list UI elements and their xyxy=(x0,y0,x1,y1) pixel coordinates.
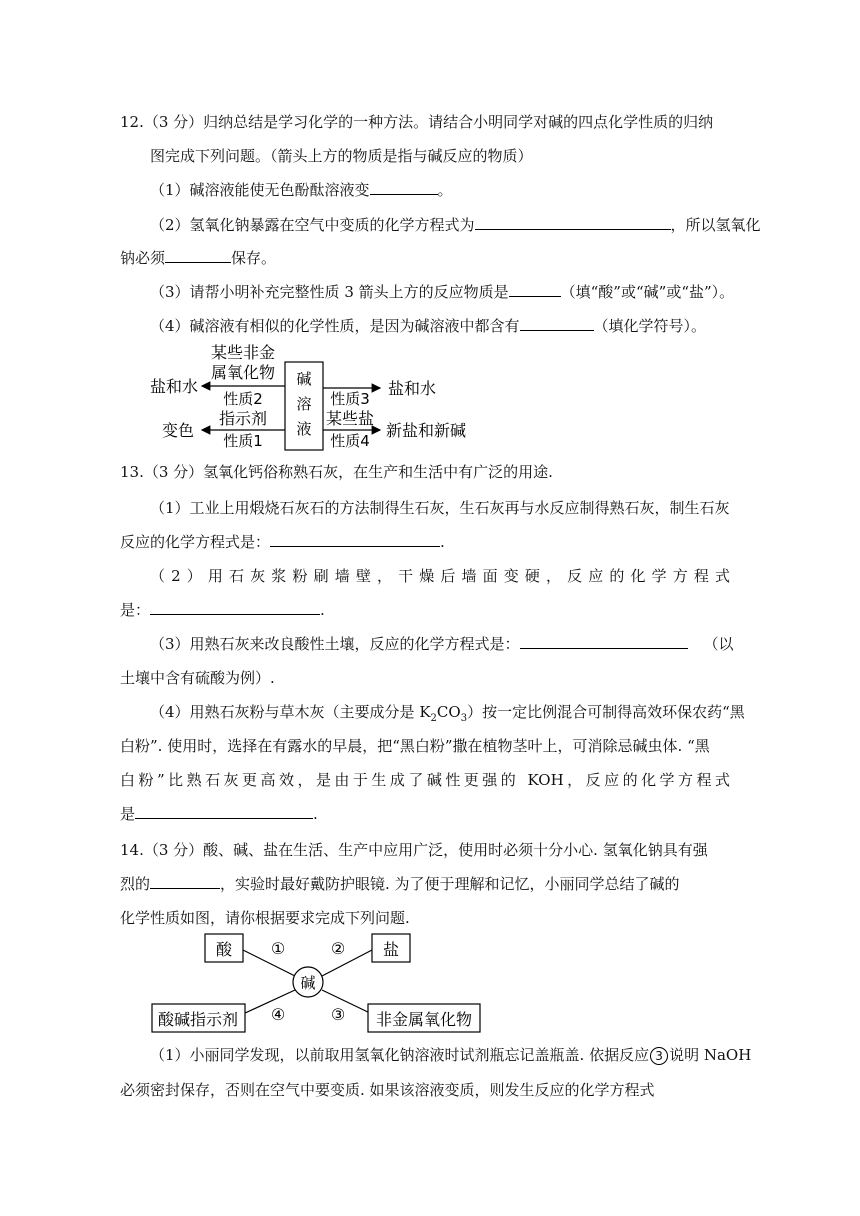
connector-acid xyxy=(243,950,295,976)
q13-part2-line1: （2）用石灰浆粉刷墙壁，干燥后墙面变硬，反应的化学方程式 xyxy=(150,567,730,585)
result-new-salt-base: 新盐和新碱 xyxy=(386,421,467,440)
q13-part4d-end: . xyxy=(313,805,318,823)
connector-indicator xyxy=(243,990,295,1014)
circled-3-mark xyxy=(650,1047,668,1065)
q12-part4 xyxy=(150,316,706,336)
q13-part3-end: （以 xyxy=(703,635,734,653)
connector-oxide xyxy=(322,990,372,1014)
q12-part2b-end: 保存。 xyxy=(231,249,277,267)
label-indicator-box: 酸碱指示剂 xyxy=(157,1010,239,1029)
base-solution-char-1: 碱 xyxy=(296,370,312,388)
q14-stem-line3: 化学性质如图，请你根据要求完成下列问题. xyxy=(120,909,410,927)
q13-part3-line1 xyxy=(150,634,734,654)
q12-part2-line2 xyxy=(120,248,276,268)
result-color-change: 变色 xyxy=(162,421,195,440)
label-prop2: 性质2 xyxy=(223,390,263,408)
q13-part1-blank[interactable] xyxy=(270,532,440,547)
label-prop3: 性质3 xyxy=(330,390,370,408)
q14-part1-text-b: 说明 NaOH xyxy=(669,1046,752,1064)
base-solution-char-3: 液 xyxy=(296,420,312,438)
q13-part1-line2 xyxy=(120,532,445,552)
base-solution-char-2: 溶 xyxy=(296,395,312,413)
label-indicator: 指示剂 xyxy=(218,409,268,428)
q13-part4-text-b: ）按一定比例混合可制得高效环保农药“黑 xyxy=(467,703,745,721)
q13-part2b-text: 是： xyxy=(120,601,151,619)
reaction-number-4: ④ xyxy=(270,1005,286,1024)
q13-part1-line1: （1）工业上用煅烧石灰石的方法制得生石灰，生石灰再与水反应制得熟石灰，制生石灰 xyxy=(150,499,730,517)
q12-part3-blank[interactable] xyxy=(509,282,561,297)
q14-stem-line1: 14.（3 分）酸、碱、盐在生活、生产中应用广泛，使用时必须十分小心. 氢氧化钠具有强 xyxy=(120,841,708,859)
reaction-number-3: ③ xyxy=(330,1005,346,1024)
q12-base-properties-diagram xyxy=(140,342,480,454)
q14-part1-text-a: （1）小丽同学发现，以前取用氢氧化钠溶液时试剂瓶忘记盖瓶盖. 依据反应 xyxy=(150,1046,650,1064)
subscript-2: 2 xyxy=(430,713,437,724)
q13-part1b-text: 反应的化学方程式是： xyxy=(120,533,271,551)
q13-part3-line2: 土壤中含有硫酸为例）. xyxy=(120,669,275,687)
q14-stem2b: ，实验时最好戴防护眼镜. 为了便于理解和记忆，小丽同学总结了碱的 xyxy=(220,875,680,893)
label-nonmetal-oxide-2: 属氧化物 xyxy=(210,363,276,382)
label-nonmetal-oxide: 非金属氧化物 xyxy=(375,1010,473,1029)
q12-part3 xyxy=(150,282,734,302)
q13-stem: 13.（3 分）氢氧化钙俗称熟石灰，在生产和生活中有广泛的用途. xyxy=(120,463,553,481)
q13-part4-co: CO xyxy=(436,703,461,721)
q14-base-properties-diagram xyxy=(150,928,490,1038)
q14-stem-line2 xyxy=(120,874,680,894)
q14-stem-blank[interactable] xyxy=(150,874,220,889)
q13-part3-text: （3）用熟石灰来改良酸性土壤，反应的化学方程式是： xyxy=(150,635,520,653)
label-salt: 盐 xyxy=(382,940,400,959)
q13-part1b-end: . xyxy=(440,533,445,551)
q12-part3-end: （填“酸”或“碱”或“盐”）。 xyxy=(560,283,735,301)
label-base: 碱 xyxy=(300,974,316,992)
connector-salt xyxy=(322,950,372,976)
q13-part3-blank[interactable] xyxy=(520,634,688,649)
q12-part2-blank2[interactable] xyxy=(165,248,231,263)
result-salt-water-left: 盐和水 xyxy=(150,377,199,396)
q13-part4-text-a: （4）用熟石灰粉与草木灰（主要成分是 K xyxy=(150,703,431,721)
q12-part2-text: （2）氢氧化钠暴露在空气中变质的化学方程式为 xyxy=(150,216,475,234)
q14-part1-line1 xyxy=(150,1045,751,1065)
q12-stem-line1: 12.（3 分）归纳总结是学习化学的一种方法。请结合小明同学对碱的四点化学性质的归纳 xyxy=(120,113,714,131)
q13-part4-line3: 白粉”比熟石灰更高效，是由于生成了碱性更强的 KOH，反应的化学方程式 xyxy=(120,771,730,789)
q13-part4-line2: 白粉”. 使用时，选择在有露水的早晨，把“黑白粉”撒在植物茎叶上，可消除忌碱虫体. “黑 xyxy=(120,737,710,755)
q12-part4-end: （填化学符号）。 xyxy=(593,317,707,335)
label-nonmetal-oxide-1: 某些非金 xyxy=(210,343,276,362)
q13-part4d-text: 是 xyxy=(120,805,136,823)
label-prop1: 性质1 xyxy=(223,432,263,450)
q13-part2-line2 xyxy=(120,600,325,620)
q14-part1-line2: 必须密封保存，否则在空气中要变质. 如果该溶液变质，则发生反应的化学方程式 xyxy=(120,1081,655,1099)
q12-part2-blank1[interactable] xyxy=(475,215,671,230)
q13-part4-line1 xyxy=(150,702,745,729)
reaction-number-2: ② xyxy=(330,939,346,958)
q13-part2-blank[interactable] xyxy=(150,600,320,615)
q12-part2-end: ，所以氢氧化 xyxy=(670,216,761,234)
q12-part1-text: （1）碱溶液能使无色酚酞溶液变 xyxy=(150,181,370,199)
q14-stem2a: 烈的 xyxy=(120,875,151,893)
q13-part2b-end: . xyxy=(320,601,325,619)
q12-part1-end: 。 xyxy=(437,181,453,199)
circled-3-digit: 3 xyxy=(655,1049,663,1063)
q12-stem-line2: 图完成下列问题。（箭头上方的物质是指与碱反应的物质） xyxy=(150,147,533,165)
label-some-salt: 某些盐 xyxy=(325,409,375,428)
label-prop4: 性质4 xyxy=(330,432,370,450)
reaction-number-1: ① xyxy=(270,939,286,958)
result-salt-water-right: 盐和水 xyxy=(388,379,437,398)
q12-part2-line1 xyxy=(150,215,761,235)
q12-part4-blank[interactable] xyxy=(520,316,594,331)
q12-part4-text: （4）碱溶液有相似的化学性质，是因为碱溶液中都含有 xyxy=(150,317,520,335)
q12-part1-blank[interactable] xyxy=(370,180,438,195)
q13-part4-line4 xyxy=(120,804,318,824)
q13-part4-blank[interactable] xyxy=(135,804,313,819)
subscript-3: 3 xyxy=(460,713,468,724)
q12-part2b-text: 钠必须 xyxy=(120,249,166,267)
q12-part3-text: （3）请帮小明补充完整性质 3 箭头上方的反应物质是 xyxy=(150,283,509,301)
q12-part1 xyxy=(150,180,453,200)
label-acid: 酸 xyxy=(215,940,233,959)
